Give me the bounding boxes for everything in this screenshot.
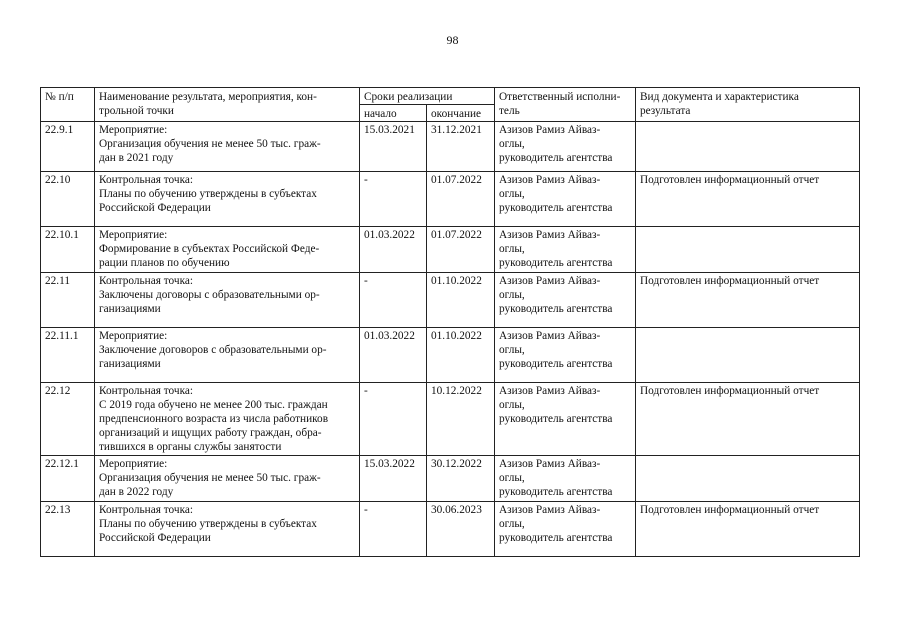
header-executor (495, 88, 636, 122)
row-executor-line: руководитель агентства (499, 303, 613, 315)
row-executor-line: руководитель агентства (499, 152, 613, 164)
row-start-date: - (360, 172, 427, 227)
row-executor-line: оглы, (499, 399, 525, 411)
table-header (41, 88, 860, 122)
row-name (95, 502, 360, 557)
row-name (95, 328, 360, 383)
table-row (41, 456, 860, 502)
header-executor-line: Ответственный исполни- (499, 91, 621, 103)
row-document: Подготовлен информационный отчет (636, 502, 860, 557)
header-number: № п/п (41, 88, 95, 122)
table-body (41, 122, 860, 557)
header-name-line: трольной точки (99, 105, 174, 117)
row-number: 22.10 (41, 172, 95, 227)
row-executor-line: Азизов Рамиз Айваз- (499, 229, 601, 241)
row-name-line: Планы по обучению утверждены в субъектах (99, 188, 317, 200)
row-name-line: Организация обучения не менее 50 тыс. граж- (99, 138, 321, 150)
row-number: 22.9.1 (41, 122, 95, 172)
row-end-date: 30.06.2023 (427, 502, 495, 557)
row-executor (495, 273, 636, 328)
row-executor-line: руководитель агентства (499, 257, 613, 269)
row-document: Подготовлен информационный отчет (636, 273, 860, 328)
row-document: Подготовлен информационный отчет (636, 172, 860, 227)
row-name (95, 172, 360, 227)
row-name (95, 383, 360, 456)
row-name (95, 456, 360, 502)
row-number: 22.11 (41, 273, 95, 328)
page-number: 98 (446, 33, 459, 47)
row-executor-line: руководитель агентства (499, 413, 613, 425)
row-name-line: ганизациями (99, 358, 161, 370)
header-document-line: результата (640, 105, 691, 117)
row-end-date: 10.12.2022 (427, 383, 495, 456)
row-executor-line: Азизов Рамиз Айваз- (499, 504, 601, 516)
row-executor-line: руководитель агентства (499, 358, 613, 370)
row-executor-line: руководитель агентства (499, 202, 613, 214)
row-start-date: 15.03.2021 (360, 122, 427, 172)
row-executor-line: оглы, (499, 188, 525, 200)
row-executor (495, 227, 636, 273)
row-executor-line: Азизов Рамиз Айваз- (499, 458, 601, 470)
header-executor-line: тель (499, 105, 520, 117)
header-document-line: Вид документа и характеристика (640, 91, 799, 103)
row-document (636, 456, 860, 502)
row-name-line: С 2019 года обучено не менее 200 тыс. граждан (99, 399, 328, 411)
row-name-line: Мероприятие: (99, 229, 168, 241)
row-executor (495, 122, 636, 172)
table-row (41, 172, 860, 227)
row-name-line: Контрольная точка: (99, 275, 194, 287)
table-row (41, 227, 860, 273)
row-executor-line: руководитель агентства (499, 532, 613, 544)
row-end-date: 01.10.2022 (427, 328, 495, 383)
header-name-line: Наименование результата, мероприятия, кон- (99, 91, 317, 103)
row-name-line: Российской Федерации (99, 532, 211, 544)
header-start: начало (360, 105, 427, 122)
implementation-plan-table (40, 87, 860, 557)
row-executor-line: Азизов Рамиз Айваз- (499, 330, 601, 342)
row-end-date: 30.12.2022 (427, 456, 495, 502)
row-executor-line: Азизов Рамиз Айваз- (499, 275, 601, 287)
row-end-date: 31.12.2021 (427, 122, 495, 172)
header-name (95, 88, 360, 122)
row-name-line: Заключены договоры с образовательными ор- (99, 289, 320, 301)
row-name-line: дан в 2021 году (99, 152, 174, 164)
row-name-line: Организация обучения не менее 50 тыс. граж- (99, 472, 321, 484)
row-start-date: - (360, 273, 427, 328)
row-number: 22.11.1 (41, 328, 95, 383)
row-start-date: 15.03.2022 (360, 456, 427, 502)
row-start-date: 01.03.2022 (360, 227, 427, 273)
row-name-line: Мероприятие: (99, 124, 168, 136)
row-name (95, 227, 360, 273)
table-row (41, 383, 860, 456)
row-end-date: 01.07.2022 (427, 172, 495, 227)
row-name (95, 122, 360, 172)
row-name-line: Контрольная точка: (99, 385, 194, 397)
row-name (95, 273, 360, 328)
row-document (636, 328, 860, 383)
row-name-line: Российской Федерации (99, 202, 211, 214)
row-name-line: Мероприятие: (99, 458, 168, 470)
row-executor (495, 383, 636, 456)
row-executor (495, 328, 636, 383)
row-name-line: Контрольная точка: (99, 174, 194, 186)
row-name-line: ганизациями (99, 303, 161, 315)
row-document (636, 227, 860, 273)
row-executor-line: оглы, (499, 138, 525, 150)
table-row (41, 273, 860, 328)
row-name-line: Мероприятие: (99, 330, 168, 342)
row-name-line: Заключение договоров с образовательными ор- (99, 344, 327, 356)
row-number: 22.10.1 (41, 227, 95, 273)
row-name-line: рации планов по обучению (99, 257, 230, 269)
row-name-line: дан в 2022 году (99, 486, 174, 498)
row-executor (495, 172, 636, 227)
row-name-line: тившихся в органы службы занятости (99, 441, 282, 453)
row-number: 22.12 (41, 383, 95, 456)
row-document: Подготовлен информационный отчет (636, 383, 860, 456)
row-executor-line: руководитель агентства (499, 486, 613, 498)
row-number: 22.12.1 (41, 456, 95, 502)
row-executor-line: Азизов Рамиз Айваз- (499, 124, 601, 136)
row-executor-line: оглы, (499, 344, 525, 356)
header-end: окончание (427, 105, 495, 122)
row-name-line: организаций и ищущих работу граждан, обра- (99, 427, 322, 439)
row-name-line: Контрольная точка: (99, 504, 194, 516)
row-executor-line: оглы, (499, 472, 525, 484)
row-executor (495, 502, 636, 557)
row-name-line: Планы по обучению утверждены в субъектах (99, 518, 317, 530)
row-executor-line: оглы, (499, 518, 525, 530)
row-start-date: 01.03.2022 (360, 328, 427, 383)
table-row (41, 328, 860, 383)
row-end-date: 01.10.2022 (427, 273, 495, 328)
row-executor (495, 456, 636, 502)
row-number: 22.13 (41, 502, 95, 557)
table-row (41, 502, 860, 557)
row-start-date: - (360, 502, 427, 557)
table-row (41, 122, 860, 172)
row-document (636, 122, 860, 172)
row-name-line: Формирование в субъектах Российской Феде- (99, 243, 320, 255)
header-document (636, 88, 860, 122)
row-executor-line: Азизов Рамиз Айваз- (499, 174, 601, 186)
row-name-line: предпенсионного возраста из числа работников (99, 413, 329, 425)
row-start-date: - (360, 383, 427, 456)
row-executor-line: оглы, (499, 289, 525, 301)
header-period: Сроки реализации (360, 88, 495, 105)
row-executor-line: Азизов Рамиз Айваз- (499, 385, 601, 397)
row-executor-line: оглы, (499, 243, 525, 255)
row-end-date: 01.07.2022 (427, 227, 495, 273)
